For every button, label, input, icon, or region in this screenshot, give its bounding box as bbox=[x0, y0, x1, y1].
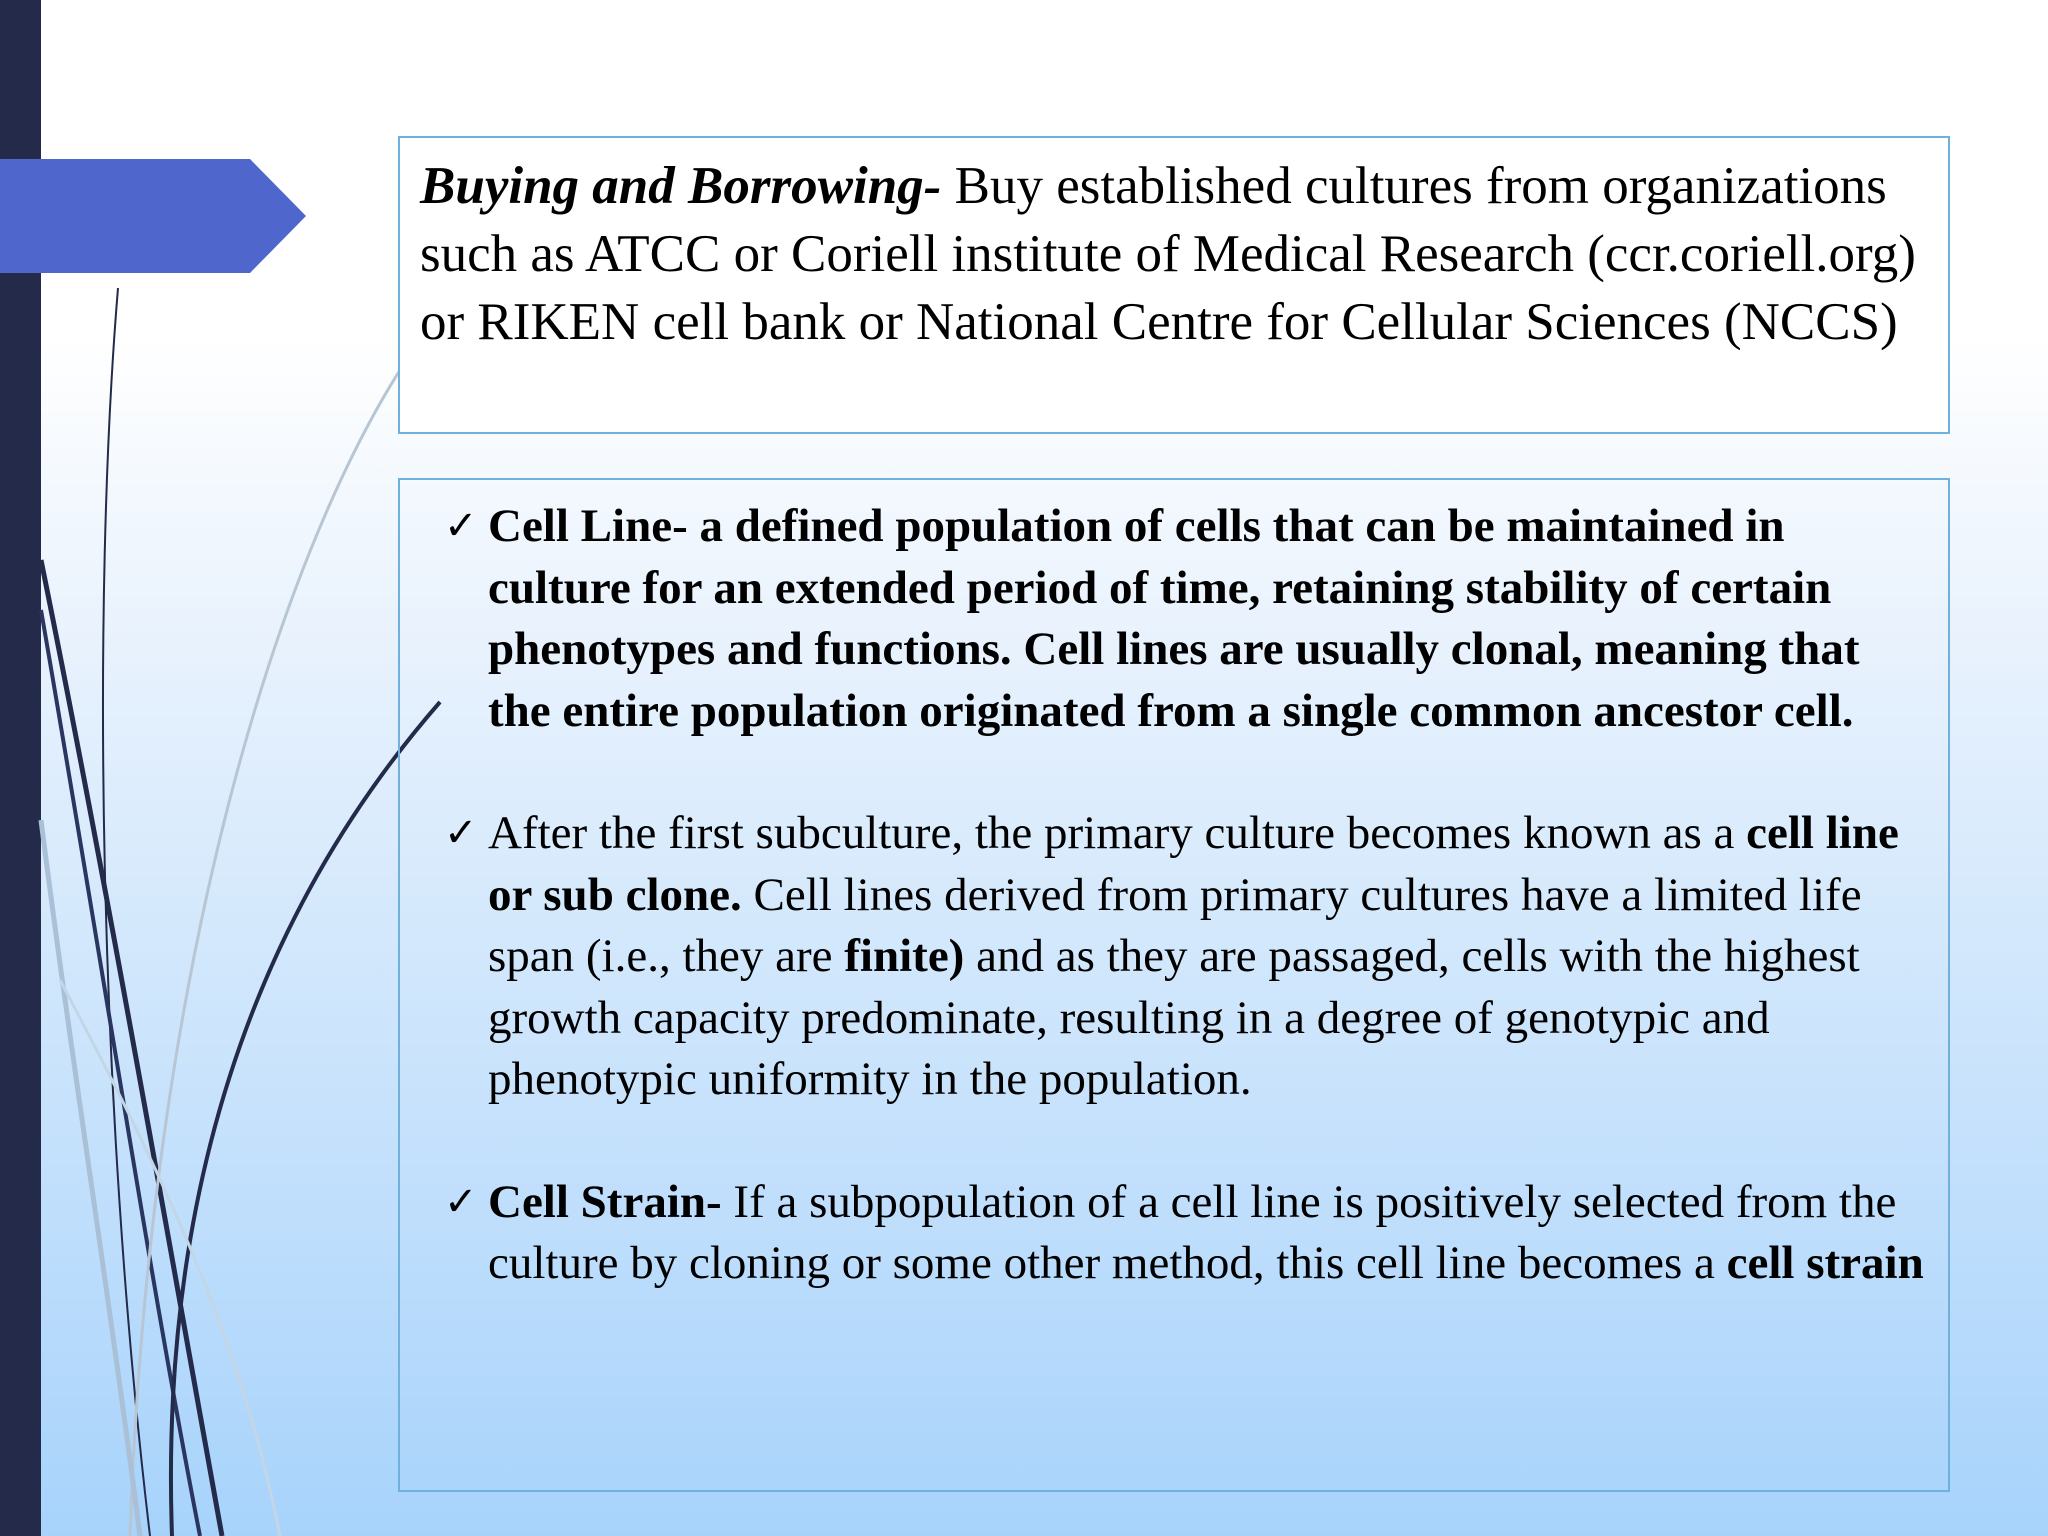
intro-text: Buy established cultures from organizations such as ATCC or Coriell institute of Medical Research (ccr.coriell.org) or RIKEN cell bank or National Centre for Cellular Sciences (NCCS) bbox=[420, 157, 1916, 351]
subculture-bold-2: finite) bbox=[844, 930, 965, 982]
subculture-text-1: After the first subculture, the primary culture becomes known as a bbox=[488, 807, 1747, 859]
bullet-subculture bbox=[420, 803, 1928, 1111]
subculture-bold-1: cell line or sub clone. bbox=[488, 807, 1899, 921]
cell-strain-bold-1: Cell Strain- bbox=[488, 1175, 722, 1228]
definitions-box bbox=[398, 478, 1950, 1492]
subculture-text-3: and as they are passaged, cells with the highest growth capacity predominate, resulting in a degree of genotypic and phenotypic uniformity in the population. bbox=[488, 930, 1860, 1105]
bullet-cell-strain bbox=[420, 1172, 1928, 1295]
check-icon: ✓ bbox=[444, 810, 478, 856]
cell-strain-bold-2: cell strain bbox=[1726, 1237, 1924, 1289]
check-icon: ✓ bbox=[444, 1178, 478, 1225]
arrow-tab-shape bbox=[0, 159, 306, 273]
subculture-text-2: Cell lines derived from primary cultures have a limited life span (i.e., they are bbox=[488, 868, 1862, 982]
intro-lead: Buying and Borrowing- bbox=[420, 157, 942, 215]
intro-text-box bbox=[398, 136, 1950, 434]
bullet-cell-line bbox=[420, 496, 1928, 742]
check-icon: ✓ bbox=[444, 503, 478, 549]
cell-line-text: Cell Line- a defined population of cells that can be maintained in culture for an extended period of time, retaining stability of certain phenotypes and functions. Cell lines are usually clonal, meaning that the entire population originated from a single common ancestor cell. bbox=[488, 500, 1860, 737]
cell-strain-text: If a subpopulation of a cell line is positively selected from the culture by cloning or some other method, this cell line becomes a bbox=[488, 1175, 1897, 1289]
